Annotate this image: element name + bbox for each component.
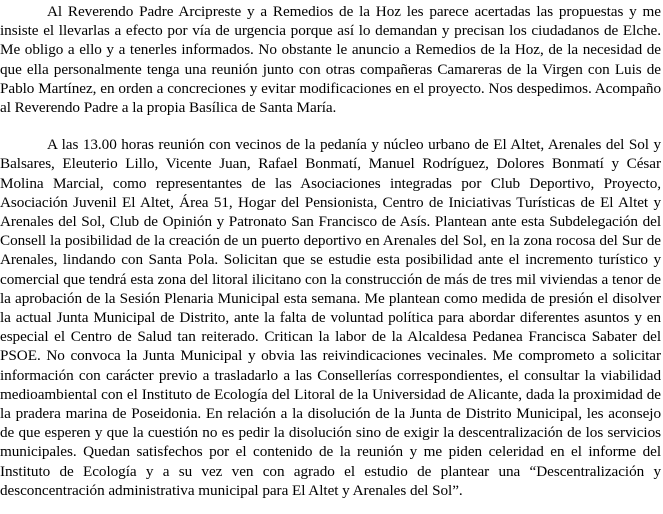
paragraph-meeting-arcipreste: Al Reverendo Padre Arcipreste y a Remedios de la Hoz les parece acertadas las propuestas y me insiste el llevarlas a efecto por vía de urgencia porque así lo demandan y precisan los ciudadanos de Elche. Me obligo a ello y a tenerles informados. No obstante le anuncio a Remedios de la Hoz, de la necesidad de que ella personalmente tenga una reunión junto con otras compañeras Camareras de la Virgen con Luis de Pablo Martínez, en orden a concreciones y evitar modificaciones en el proyecto. Nos despedimos. Acompaño al Reverendo Padre a la propia Basílica de Santa María. [0, 3, 661, 117]
paragraph-meeting-el-altet-neighbors: A las 13.00 horas reunión con vecinos de la pedanía y núcleo urbano de El Altet, Arenales del Sol y Balsares, Eleuterio Lillo, Vicente Juan, Rafael Bonmatí, Manuel Rodríguez, Dolores Bonmatí y César Molina Marcial, como representantes de las Asociaciones integradas por Club Deportivo, Proyecto, Asociación Juvenil El Altet, Área 51, Hogar del Pensionista, Centro de Iniciativas Turísticas de El Altet y Arenales del Sol, Club de Opinión y Patronato San Francisco de Asís. Plantean ante esta Subdelegación del Consell la posibilidad de la creación de un puerto deportivo en Arenales del Sol, en la zona rocosa del Sur de Arenales, lindando con Santa Pola. Solicitan que se estudie esta posibilidad ante el incremento turístico y comercial que tendrá esta zona del litoral ilicitano con la construcción de más de tres mil viviendas a tenor de la aprobación de la Sesión Plenaria Municipal esta semana. Me plantean como medida de presión el disolver la actual Junta Municipal de Distrito, ante la falta de voluntad política para abordar diferentes asuntos y en especial el Centro de Salud tan reiterado. Critican la labor de la Alcaldesa Pedanea Francisca Sabater del PSOE. No convoca la Junta Municipal y obvia las reivindicaciones vecinales. Me comprometo a solicitar información con carácter previo a trasladarlo a las Consellerías correspondientes, el consultar la viabilidad medioambiental con el Instituto de Ecología del Litoral de la Universidad de Alicante, dada la proximidad de la pradera marina de Poseidonia. En relación a la disolución de la Junta de Distrito Municipal, les aconsejo de que esperen y que la cuestión no es pedir la disolución sino de exigir la descentralización de los servicios municipales. Quedan satisfechos por el contenido de la reunión y me piden celeridad en el informe del Instituto de Ecología y a su vez ven con agrado el estudio de plantear una “Descentralización y desconcentración administrativa municipal para El Altet y Arenales del Sol”. [0, 136, 661, 499]
